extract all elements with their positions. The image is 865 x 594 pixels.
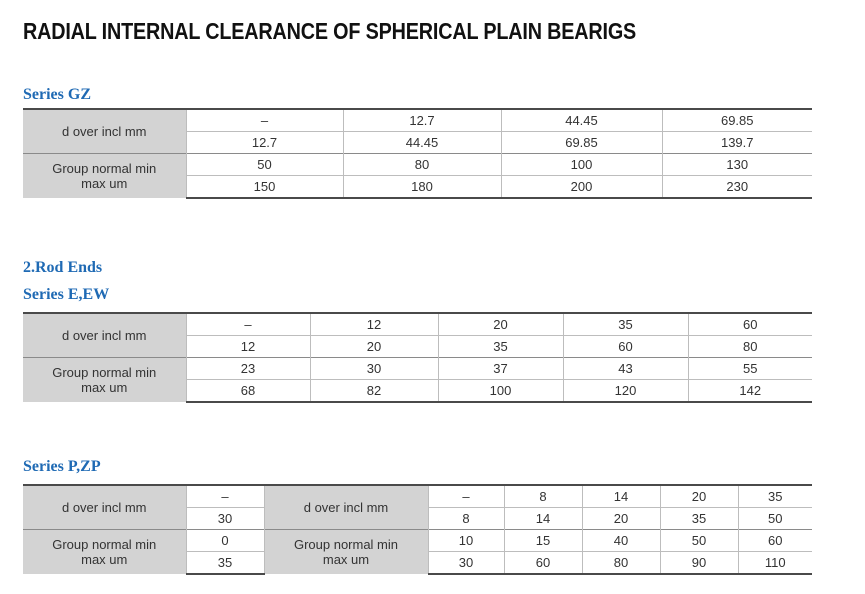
table-cell: 60 (563, 336, 688, 358)
table-cell: 14 (504, 508, 582, 530)
table-cell: 37 (438, 358, 563, 380)
table-row (23, 154, 812, 176)
table-cell: 35 (563, 313, 688, 336)
table-cell: 90 (660, 552, 738, 575)
table-cell: 20 (438, 313, 563, 336)
table-cell: 180 (343, 176, 501, 199)
table-row (23, 485, 812, 508)
table-cell: 130 (662, 154, 812, 176)
table-cell: 69.85 (662, 109, 812, 132)
series-e-ew-table (23, 312, 812, 403)
table-row (23, 530, 812, 552)
d-over-incl-label: d over incl mm (23, 313, 186, 358)
table-cell: 40 (582, 530, 660, 552)
group-min-label: Group normal min (293, 537, 399, 552)
table-cell: 8 (504, 485, 582, 508)
table-cell: 200 (501, 176, 662, 199)
table-cell: 80 (343, 154, 501, 176)
table-row (23, 313, 812, 336)
table-cell: – (186, 485, 264, 508)
table-cell: 35 (438, 336, 563, 358)
table-cell: 43 (563, 358, 688, 380)
table-cell: 230 (662, 176, 812, 199)
table-cell: 60 (504, 552, 582, 575)
table-cell: 35 (660, 508, 738, 530)
group-normal-label (264, 530, 428, 575)
group-normal-label (23, 530, 186, 575)
table-cell: 60 (688, 313, 812, 336)
table-cell: 80 (582, 552, 660, 575)
max-um-label: max um (81, 552, 128, 567)
table-cell: 12.7 (186, 132, 343, 154)
max-um-label: max um (322, 552, 370, 567)
table-cell: 82 (310, 380, 438, 403)
table-cell: 12.7 (343, 109, 501, 132)
table-cell: 110 (738, 552, 812, 575)
group-min-label: Group normal min (52, 365, 157, 380)
table-cell: 20 (310, 336, 438, 358)
max-um-label: max um (81, 380, 128, 395)
series-p-zp-heading: Series P,ZP (23, 458, 101, 475)
d-over-incl-label: d over incl mm (264, 485, 428, 530)
table-cell: 150 (186, 176, 343, 199)
table-cell: – (186, 313, 310, 336)
rod-ends-heading: 2.Rod Ends (23, 259, 103, 276)
series-e-ew-heading: Series E,EW (23, 286, 110, 303)
d-over-incl-label: d over incl mm (23, 109, 186, 154)
table-cell: 15 (504, 530, 582, 552)
group-min-label: Group normal min (52, 161, 157, 176)
max-um-label: max um (81, 176, 128, 191)
table-cell: 100 (438, 380, 563, 403)
page-title: RADIAL INTERNAL CLEARANCE OF SPHERICAL PLAIN BEARIGS (23, 18, 637, 44)
table-cell: 8 (428, 508, 504, 530)
table-cell: 0 (186, 530, 264, 552)
table-cell: 60 (738, 530, 812, 552)
table-cell: 50 (186, 154, 343, 176)
table-cell: 30 (310, 358, 438, 380)
table-cell: 55 (688, 358, 812, 380)
group-normal-label (23, 358, 186, 403)
table-row (23, 358, 812, 380)
table-cell: 20 (582, 508, 660, 530)
table-cell: 139.7 (662, 132, 812, 154)
table-cell: 23 (186, 358, 310, 380)
d-over-incl-label: d over incl mm (23, 485, 186, 530)
table-cell: 100 (501, 154, 662, 176)
group-normal-label (23, 154, 186, 199)
table-cell: 80 (688, 336, 812, 358)
table-cell: 14 (582, 485, 660, 508)
series-gz-heading: Series GZ (23, 86, 91, 103)
table-cell: 44.45 (501, 109, 662, 132)
table-cell: 69.85 (501, 132, 662, 154)
table-cell: 12 (186, 336, 310, 358)
table-cell: 44.45 (343, 132, 501, 154)
table-cell: 30 (186, 508, 264, 530)
table-cell: 68 (186, 380, 310, 403)
table-cell: – (186, 109, 343, 132)
table-cell: 30 (428, 552, 504, 575)
table-cell: 10 (428, 530, 504, 552)
table-cell: 12 (310, 313, 438, 336)
group-min-label: Group normal min (52, 537, 157, 552)
table-cell: 120 (563, 380, 688, 403)
table-cell: – (428, 485, 504, 508)
table-cell: 142 (688, 380, 812, 403)
table-cell: 50 (738, 508, 812, 530)
table-cell: 20 (660, 485, 738, 508)
series-p-zp-table (23, 484, 812, 575)
table-cell: 35 (186, 552, 264, 575)
series-gz-table (23, 108, 812, 199)
table-cell: 50 (660, 530, 738, 552)
table-row (23, 109, 812, 132)
table-cell: 35 (738, 485, 812, 508)
